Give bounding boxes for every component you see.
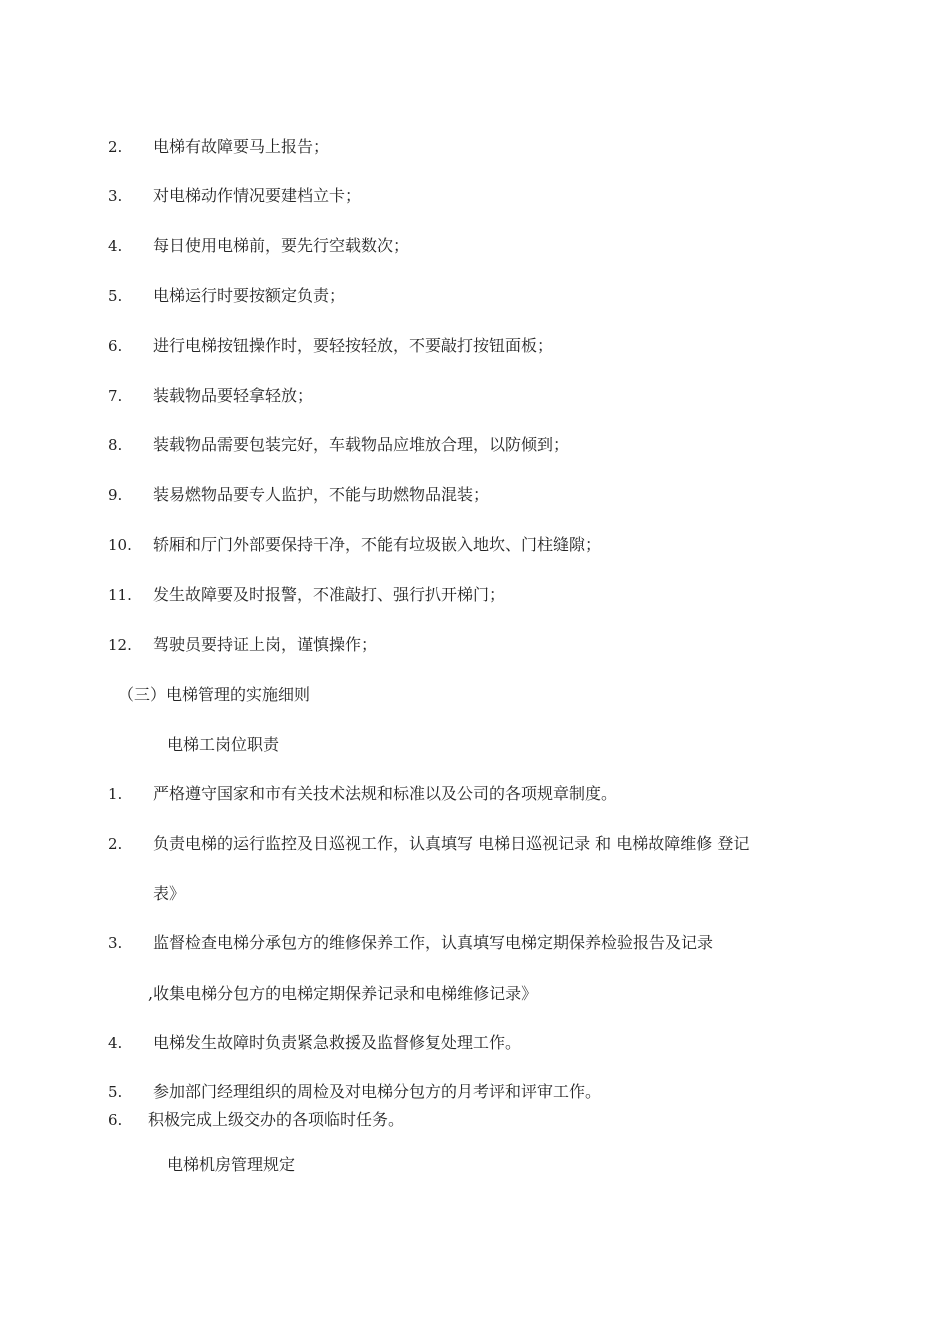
list-item-number: 4.	[108, 237, 123, 255]
list-item-text: 监督检查电梯分承包方的维修保养工作，认真填写电梯定期保养检验报告及记录	[153, 933, 714, 952]
list-item-number: 6.	[108, 1111, 123, 1129]
list-item-text: 驾驶员要持证上岗，谨慎操作；	[153, 635, 378, 654]
list-item-text: 负责电梯的运行监控及日巡视工作，认真填写 电梯日巡视记录 和 电梯故障维修 登记	[153, 834, 750, 853]
list-item-text: 每日使用电梯前，要先行空载数次；	[153, 236, 410, 255]
list-item-number: 5.	[108, 287, 123, 305]
list-item-number: 1.	[108, 785, 123, 803]
list-item-text: ,收集电梯分包方的电梯定期保养记录和电梯维修记录》	[148, 984, 538, 1003]
list-item-number: 7.	[108, 387, 123, 405]
list-item-text: 轿厢和厅门外部要保持干净，不能有垃圾嵌入地坎、门柱缝隙；	[153, 535, 602, 554]
list-item-text: 电梯有故障要马上报告；	[153, 137, 330, 156]
list-item-text: 发生故障要及时报警，不准敲打、强行扒开梯门；	[153, 585, 506, 604]
list-item-text: 电梯发生故障时负责紧急救援及监督修复处理工作。	[153, 1033, 522, 1052]
sub-heading-job-duties: 电梯工岗位职责	[167, 735, 280, 754]
list-item-number: 6.	[108, 337, 123, 355]
list-item-number: 3.	[108, 934, 123, 952]
list-item-text: 积极完成上级交办的各项临时任务。	[148, 1110, 405, 1129]
section-heading: （三）电梯管理的实施细则	[118, 685, 311, 704]
list-item-number: 8.	[108, 436, 123, 454]
list-item-number: 5.	[108, 1083, 123, 1101]
list-item-number: 9.	[108, 486, 123, 504]
sub-heading-machine-room: 电梯机房管理规定	[167, 1155, 296, 1174]
list-item-number: 4.	[108, 1034, 123, 1052]
list-item-text: 装载物品需要包装完好，车载物品应堆放合理，以防倾到；	[153, 435, 570, 454]
list-item-text: 严格遵守国家和市有关技术法规和标准以及公司的各项规章制度。	[153, 784, 618, 803]
list-item-text: 装载物品要轻拿轻放；	[153, 386, 314, 405]
list-item-text: 表》	[153, 884, 186, 903]
list-item-number: 10.	[108, 536, 132, 554]
list-item-number: 2.	[108, 138, 123, 156]
list-item-text: 对电梯动作情况要建档立卡；	[153, 186, 362, 205]
list-item-number: 11.	[108, 586, 132, 604]
list-item-text: 进行电梯按钮操作时，要轻按轻放，不要敲打按钮面板；	[153, 336, 554, 355]
list-item-number: 2.	[108, 835, 123, 853]
list-item-text: 装易燃物品要专人监护，不能与助燃物品混装；	[153, 485, 490, 504]
list-item-text: 电梯运行时要按额定负责；	[153, 286, 346, 305]
list-item-number: 12.	[108, 636, 132, 654]
list-item-number: 3.	[108, 187, 123, 205]
list-item-text: 参加部门经理组织的周检及对电梯分包方的月考评和评审工作。	[153, 1082, 602, 1101]
